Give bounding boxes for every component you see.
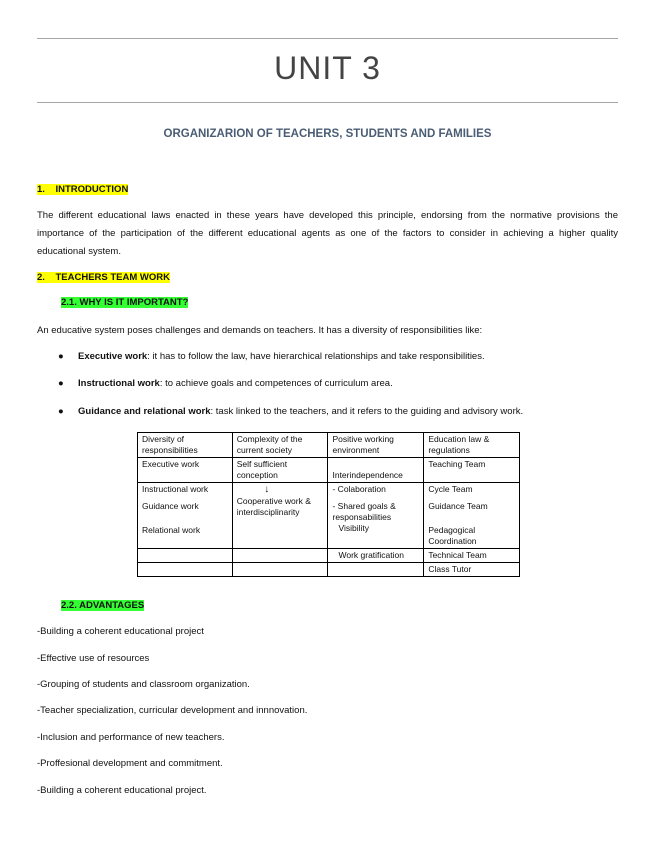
table-cell: Self sufficient conception: [232, 458, 328, 483]
table-cell-text: Interindependence: [332, 470, 403, 480]
table-cell-text: Instructional work: [142, 484, 209, 494]
subsection-heading-advantages: [61, 600, 144, 611]
bullet-term: Executive work: [78, 351, 148, 362]
list-item: -Teacher specialization, curricular development and innnovation.: [37, 705, 308, 716]
table-header-row: [138, 433, 520, 458]
list-item: -Building a coherent educational project: [37, 626, 204, 637]
table-header-cell: Education law & regulations: [424, 433, 520, 458]
advantages-heading-text: 2.2. ADVANTAGES: [61, 600, 145, 611]
list-item: -Effective use of resources: [37, 653, 150, 664]
table-cell: [138, 483, 233, 549]
table-cell: [232, 563, 328, 577]
table-cell: [424, 483, 520, 549]
table-cell: Technical Team: [424, 549, 520, 563]
table-cell: [232, 483, 328, 549]
bullet-dot-icon: ●: [58, 351, 64, 362]
why-important-heading-text: 2.1. WHY IS IT IMPORTANT?: [61, 297, 189, 308]
table-cell: Teaching Team: [424, 458, 520, 483]
table-cell: Class Tutor: [424, 563, 520, 577]
bullet-text: : to achieve goals and competences of curriculum area.: [159, 378, 393, 389]
table-header-cell: Positive working environment: [328, 433, 424, 458]
table-row: [138, 458, 520, 483]
table-cell-text: Cycle Team: [428, 484, 473, 494]
list-item: -Proffesional development and commitment.: [37, 758, 223, 769]
title-underline: [37, 102, 618, 103]
table-cell-text: Pedagogical Coordination: [428, 525, 477, 546]
section-heading-teachers-team-work: [37, 272, 170, 283]
down-arrow-icon: ↓: [264, 484, 270, 495]
top-rule: [37, 38, 618, 39]
table-cell-text: Guidance work: [142, 501, 199, 511]
table-cell: [138, 549, 233, 563]
table-cell-text: - Shared goals & responsabilities: [332, 501, 396, 522]
subsection-heading-why-important: [61, 297, 188, 308]
page-subtitle: ORGANIZARION OF TEACHERS, STUDENTS AND FAMILIES: [163, 128, 492, 140]
table-cell-text: - Colaboration: [332, 484, 386, 494]
table-cell-text: Relational work: [142, 525, 201, 535]
bullet-text: : task linked to the teachers, and it refers to the guiding and advisory work.: [210, 406, 524, 417]
section-heading-introduction: [37, 184, 128, 195]
table-cell-text: Visibility: [338, 523, 370, 533]
teachers-team-work-heading-text: 2. TEACHERS TEAM WORK: [37, 272, 171, 283]
table-row: [138, 549, 520, 563]
table-row: [138, 563, 520, 577]
introduction-paragraph: The different educational laws enacted in these years have developed this principle, endorsing from the normative provisions the importance of the participation of the different educational agents as one of the factors to consider in achieving a higher quality educational system.: [37, 210, 618, 257]
page-title: UNIT 3: [274, 50, 381, 86]
table-cell: Work gratification: [328, 549, 424, 563]
table-cell: [328, 563, 424, 577]
bullet-term: Instructional work: [78, 378, 160, 389]
table-row: [138, 483, 520, 549]
table-cell: [328, 483, 424, 549]
introduction-heading-text: 1. INTRODUCTION: [37, 184, 129, 195]
bullet-dot-icon: ●: [58, 406, 64, 417]
responsibilities-intro: An educative system poses challenges and demands on teachers. It has a diversity of responsibilities like:: [37, 325, 483, 336]
bullet-text: : it has to follow the law, have hierarchical relationships and take responsibilities.: [147, 351, 485, 362]
list-item: -Grouping of students and classroom organization.: [37, 679, 250, 690]
bullet-term: Guidance and relational work: [78, 406, 211, 417]
list-item: -Inclusion and performance of new teachers.: [37, 732, 225, 743]
responsibilities-table: [137, 432, 520, 577]
table-header-cell: Diversity of responsibilities: [138, 433, 233, 458]
bullet-dot-icon: ●: [58, 378, 64, 389]
table-cell-text: Cooperative work & interdisciplinarity: [236, 496, 311, 517]
table-cell: [328, 458, 424, 483]
table-cell: Executive work: [138, 458, 233, 483]
table-cell-text: Guidance Team: [428, 501, 488, 511]
list-item: -Building a coherent educational project.: [37, 785, 207, 796]
table-header-cell: Complexity of the current society: [232, 433, 328, 458]
table-cell: [138, 563, 233, 577]
table-cell: [232, 549, 328, 563]
